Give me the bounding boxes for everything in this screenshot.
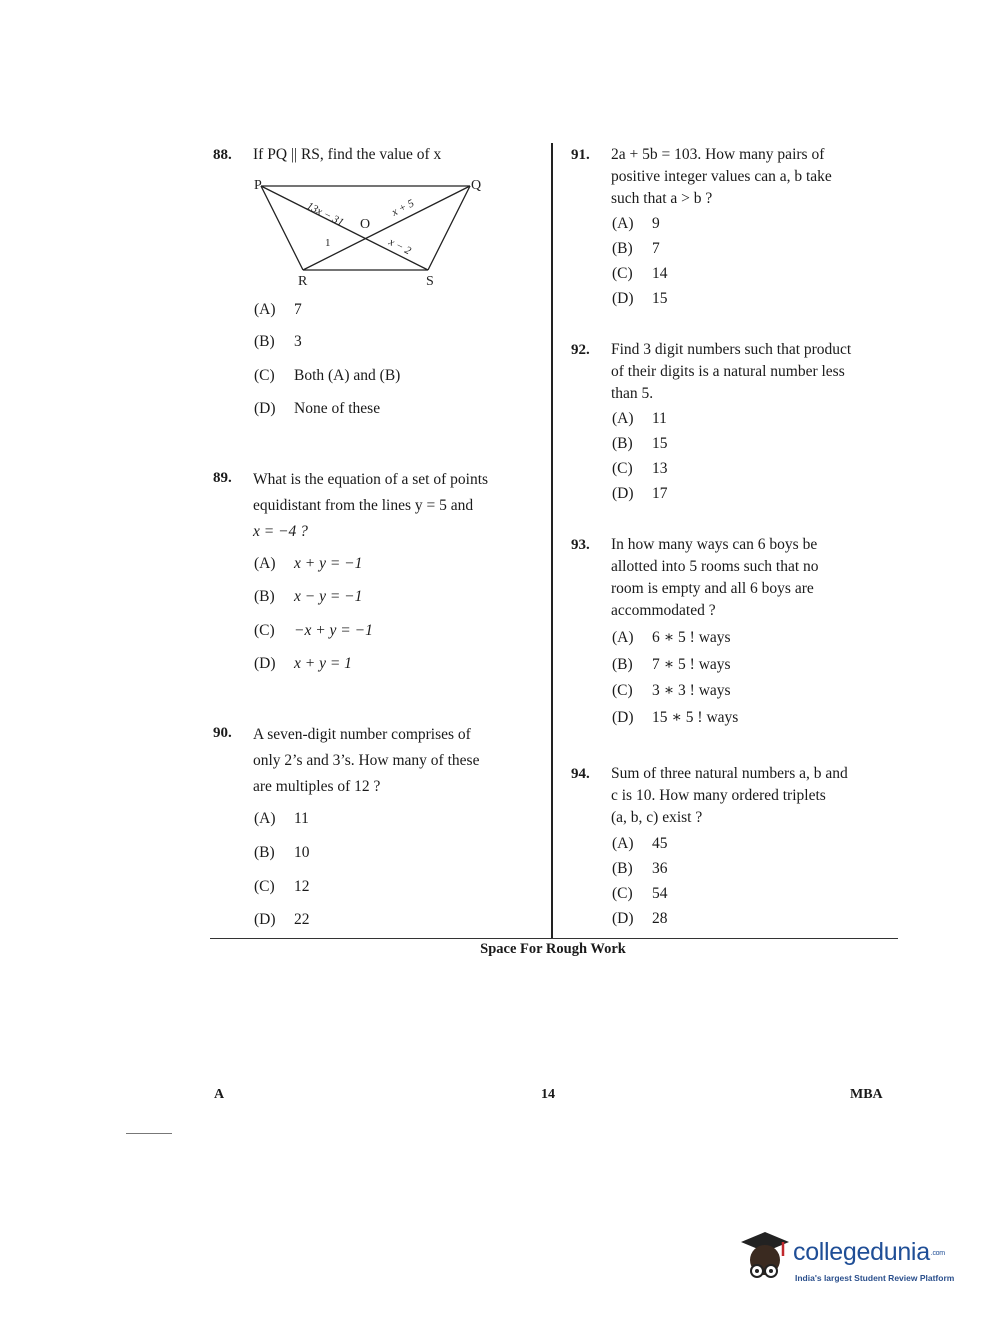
vertex-o: O [360,217,371,232]
option-b: (B) 7 [612,240,660,257]
logo-tagline: India's largest Student Review Platform [795,1273,955,1283]
option-a: (A) 11 [612,410,667,427]
vertex-q: Q [471,178,482,193]
option-b: (B) 36 [612,860,668,877]
label-oq: x + 5 [389,197,417,219]
option-c: (C) 12 [254,878,310,895]
label-os: x − 2 [386,235,413,258]
option-d: (D) 15 [612,290,668,307]
question-number: 90. [213,725,232,741]
question-text: 2a + 5b = 103. How many pairs of positive integer values can a, b take such that a > b ? [611,146,832,207]
label-or: 1 [325,237,331,249]
rough-work-label: Space For Rough Work [480,941,626,957]
question-text: Find 3 digit numbers such that product of their digits is a natural number less than 5. [611,341,852,402]
bottom-rule [210,938,898,939]
option-d: (D) 17 [612,485,668,502]
option-c: (C) 14 [612,265,668,282]
scan-mark [126,1133,172,1134]
vertex-r: R [298,274,308,289]
question-number: 93. [571,537,590,553]
option-b: (B) x − y = −1 [254,588,363,605]
question-text: In how many ways can 6 boys be allotted into 5 rooms such that no room is empty and all 6 boys are accommodated ? [611,536,819,619]
option-b: (B) 3 [254,333,302,350]
question-text: What is the equation of a set of points equidistant from the lines y = 5 and x = −4 ? [253,471,489,540]
option-c: (C) 54 [612,885,668,902]
question-number: 88. [213,147,232,163]
option-a: (A) 7 [254,301,302,318]
line-qs [428,186,470,270]
option-d: (D) 15 ∗ 5 ! ways [612,709,739,726]
logo-wordmark: collegedunia.com [793,1238,945,1266]
question-number: 91. [571,147,590,163]
option-b: (B) 10 [254,844,310,861]
option-c: (C) 13 [612,460,668,477]
line-pr [261,186,303,270]
footer-page-number: 14 [541,1087,555,1102]
option-b: (B) 7 ∗ 5 ! ways [612,656,731,673]
option-d: (D) 22 [254,911,310,928]
graduate-mascot-icon [735,1226,793,1284]
option-d: (D) x + y = 1 [254,655,352,672]
vertex-p: P [254,178,262,193]
option-c: (C) Both (A) and (B) [254,367,401,384]
diagonal-ps [261,186,428,270]
vertex-s: S [426,274,434,289]
footer-set-code: A [214,1087,225,1102]
option-a: (A) 11 [254,810,309,827]
option-b: (B) 15 [612,435,668,452]
option-c: (C) 3 ∗ 3 ! ways [612,682,731,699]
option-a: (A) 45 [612,835,668,852]
footer-exam-name: MBA [850,1087,883,1102]
option-d: (D) 28 [612,910,668,927]
diagonal-qr [303,186,470,270]
question-text: If PQ || RS, find the value of x [253,146,442,163]
question-number: 94. [571,766,590,782]
option-c: (C) −x + y = −1 [254,622,373,639]
option-a: (A) 6 ∗ 5 ! ways [612,629,731,646]
question-text: A seven-digit number comprises of only 2’s and 3’s. How many of these are multiples of 12 ? [253,726,480,795]
label-po: 13x − 31 [304,199,346,229]
trapezium-figure [248,172,498,292]
option-a: (A) x + y = −1 [254,555,363,572]
option-a: (A) 9 [612,215,660,232]
option-d: (D) None of these [254,400,381,417]
question-number: 89. [213,470,232,486]
question-text: Sum of three natural numbers a, b and c is 10. How many ordered triplets (a, b, c) exist ? [611,765,848,826]
column-divider [551,143,553,938]
question-number: 92. [571,342,590,358]
